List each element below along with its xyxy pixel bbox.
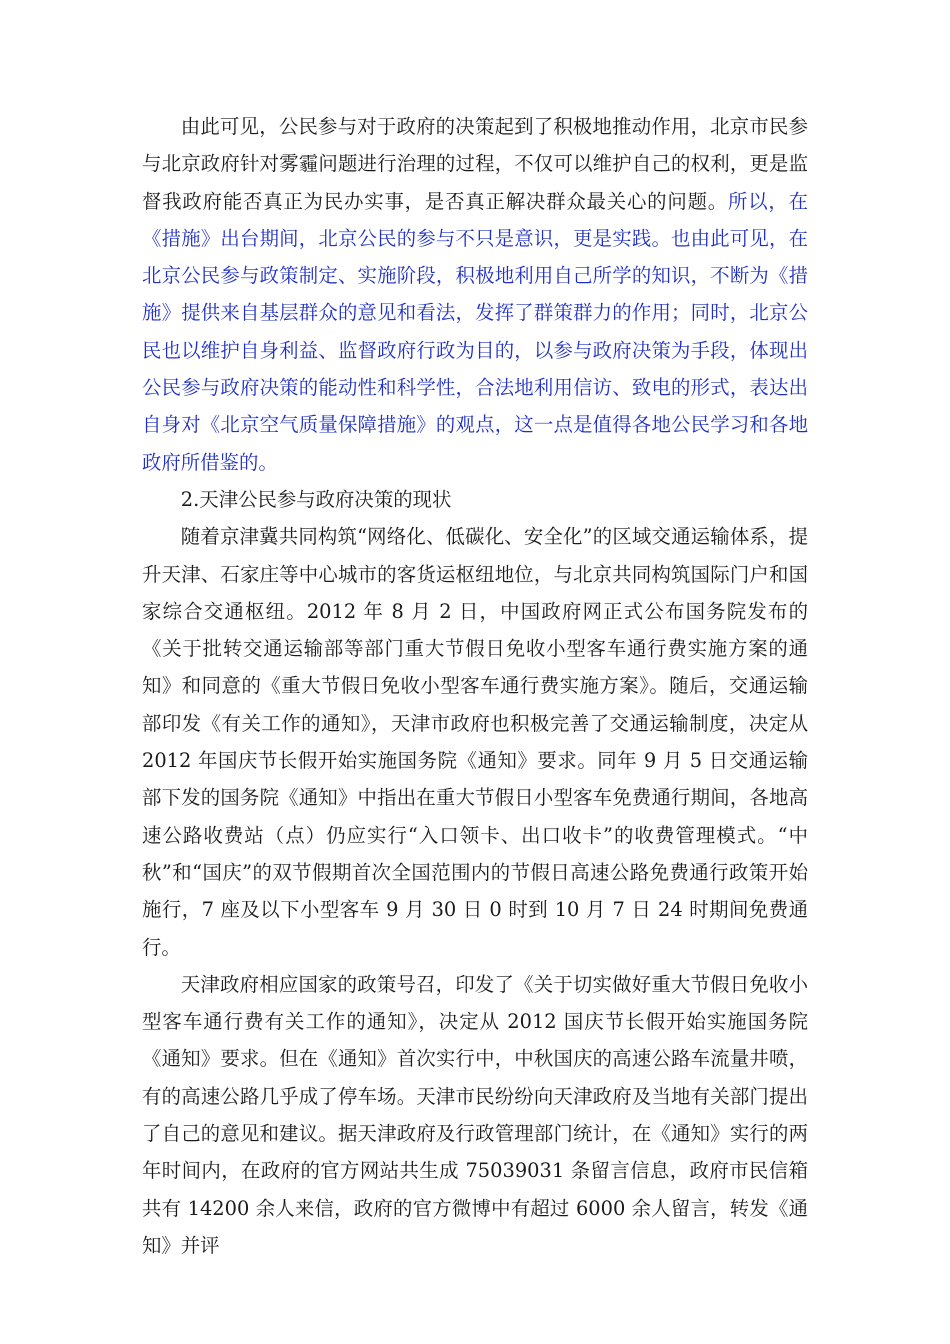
paragraph-text-black: 由此可见，公民参与对于政府的决策起到了积极地推动作用，北京市民参与北京政府针对雾霾问题进行治理的过程，不仅可以维护自己的权利，更是监督我政府能否真正为民办实事，是否真正解决群众最关心的问题。 [142, 115, 808, 213]
paragraph-text-highlighted: 所以，在《措施》出台期间，北京公民的参与不只是意识，更是实践。也由此可见，在北京公民参与政策制定、实施阶段，积极地利用自己所学的知识，不断为《措施》提供来自基层群众的意见和看法，发挥了群策群力的作用；同时，北京公民也以维护自身利益、监督政府行政为目的，以参与政府决策为手段，体现出公民参与政府决策的能动性和科学性，合法地利用信访、致电的形式，表达出自身对《北京空气质量保障措施》的观点，这一点是值得各地公民学习和各地政府所借鉴的。 [142, 189, 809, 474]
paragraph-tianjin-policy: 随着京津冀共同构筑“网络化、低碳化、安全化”的区域交通运输体系，提升天津、石家庄等中心城市的客货运枢纽地位，与北京共同构筑国际门户和国家综合交通枢纽。2012 年 8 月 2 日，中国政府网正式公布国务院发布的《关于批转交通运输部等部门重大节假日免收小型客车通行费实施方案的通知》和同意的《重大节假日免收小型客车通行费实施方案》。随后，交通运输部印发《有关工作的通知》，天津市政府也积极完善了交通运输制度，决定从 2012 年国庆节长假开始实施国务院《通知》要求。同年 9 月 5 日交通运输部下发的国务院《通知》中指出在重大节假日小型客车免费通行期间，各地高速公路收费站（点）仍应实行“入口领卡、出口收卡”的收费管理模式。“中秋”和“国庆”的双节假期首次全国范围内的节假日高速公路免费通行政策开始施行，7 座及以下小型客车 9 月 30 日 0 时到 10 月 7 日 24 时期间免费通行。 [142, 525, 808, 959]
paragraph-beijing-summary [142, 108, 808, 481]
document-page [142, 108, 808, 1264]
section-heading-tianjin: 2.天津公民参与政府决策的现状 [180, 487, 452, 511]
paragraph-tianjin-response: 天津政府相应国家的政策号召，印发了《关于切实做好重大节假日免收小型客车通行费有关工作的通知》，决定从 2012 国庆节长假开始实施国务院《通知》要求。但在《通知》首次实行中，中秋国庆的高速公路车流量井喷，有的高速公路几乎成了停车场。天津市民纷纷向天津政府及当地有关部门提出了自己的意见和建议。据天津政府及行政管理部门统计，在《通知》实行的两年时间内，在政府的官方网站共生成 75039031 条留言信息，政府市民信箱共有 14200 余人来信，政府的官方微博中有超过 6000 余人留言，转发《通知》并评 [142, 972, 808, 1257]
